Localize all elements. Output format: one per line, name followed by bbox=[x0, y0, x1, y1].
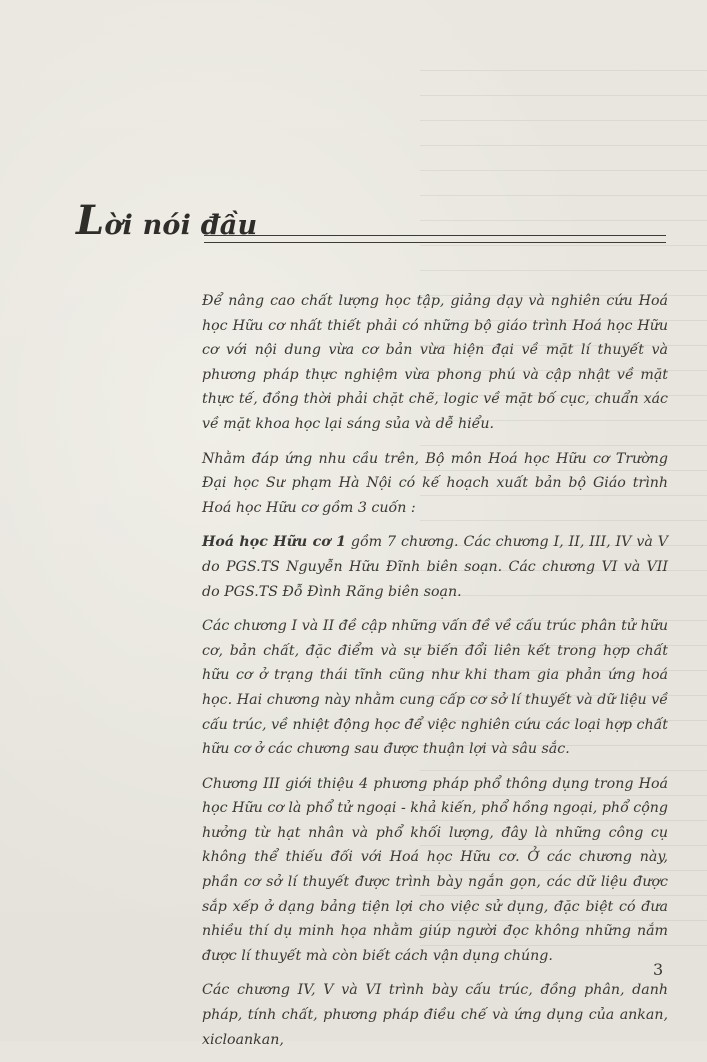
paragraph-1-text: Để nâng cao chất lượng học tập, giảng dạy và nghiên cứu Hoá học Hữu cơ nhất thiết phải có những bộ giáo trình Hoá học Hữu cơ với nội dung vừa cơ bản vừa hiện đại về mặt lí thuyết và phương pháp thực nghiệm vừa phong phú và cập nhật về mặt thực tế, đồng thời phải chặt chẽ, logic về mặt bố cục, chuẩn xác về mặt khoa học lại sáng sủa và dễ hiểu. bbox=[202, 293, 668, 432]
paragraph-3 bbox=[202, 530, 668, 604]
preface-heading bbox=[76, 197, 666, 246]
paragraph-4 bbox=[202, 614, 668, 762]
heading-initial: L bbox=[76, 197, 105, 244]
paragraph-3-text: gồm 7 chương. Các chương I, II, III, IV và V do PGS.TS Nguyễn Hữu Đĩnh biên soạn. Các chương VI và VII do PGS.TS Đỗ Đình Rãng biên soạn. bbox=[202, 534, 668, 600]
paragraph-5-text: Chương III giới thiệu 4 phương pháp phổ thông dụng trong Hoá học Hữu cơ là phổ tử ngoại - khả kiến, phổ hồng ngoại, phổ cộng hưởng từ hạt nhân và phổ khối lượng, đây là những công cụ không thể thiếu đối với Hoá học Hữu cơ. Ở các chương này, phần cơ sở lí thuyết được trình bày ngắn gọn, các dữ liệu được sắp xếp ở dạng bảng tiện lợi cho việc sử dụng, đặc biệt có đưa nhiều thí dụ minh họa nhằm giúp người đọc không những nắm được lí thuyết mà còn biết cách vận dụng chúng. bbox=[202, 775, 668, 964]
preface-body bbox=[202, 289, 668, 1062]
heading-title-rest: ời nói đầu bbox=[104, 210, 258, 241]
paragraph-1 bbox=[202, 289, 668, 437]
heading-double-rule bbox=[204, 235, 666, 243]
paragraph-2-text: Nhằm đáp ứng nhu cầu trên, Bộ môn Hoá học Hữu cơ Trường Đại học Sư phạm Hà Nội có kế hoạch xuất bản bộ Giáo trình Hoá học Hữu cơ gồm 3 cuốn : bbox=[202, 450, 668, 516]
paragraph-4-text: Các chương I và II đề cập những vấn đề về cấu trúc phân tử hữu cơ, bản chất, đặc điểm và sự biến đổi liên kết trong hợp chất hữu cơ ở trạng thái tĩnh cũng như khi tham gia phản ứng hoá học. Hai chương này nhằm cung cấp cơ sở lí thuyết và dữ liệu về cấu trúc, về nhiệt động học để việc nghiên cứu các loại hợp chất hữu cơ ở các chương sau được thuận lợi và sâu sắc. bbox=[202, 618, 668, 758]
paragraph-2 bbox=[202, 447, 668, 521]
book-title-bold: Hoá học Hữu cơ 1 bbox=[202, 534, 346, 551]
paragraph-6 bbox=[202, 978, 668, 1052]
page-number: 3 bbox=[653, 960, 664, 979]
paragraph-6-text: Các chương IV, V và VI trình bày cấu trúc, đồng phân, danh pháp, tính chất, phương pháp điều chế và ứng dụng của ankan, xicloankan, bbox=[202, 982, 668, 1048]
paragraph-5 bbox=[202, 772, 668, 969]
